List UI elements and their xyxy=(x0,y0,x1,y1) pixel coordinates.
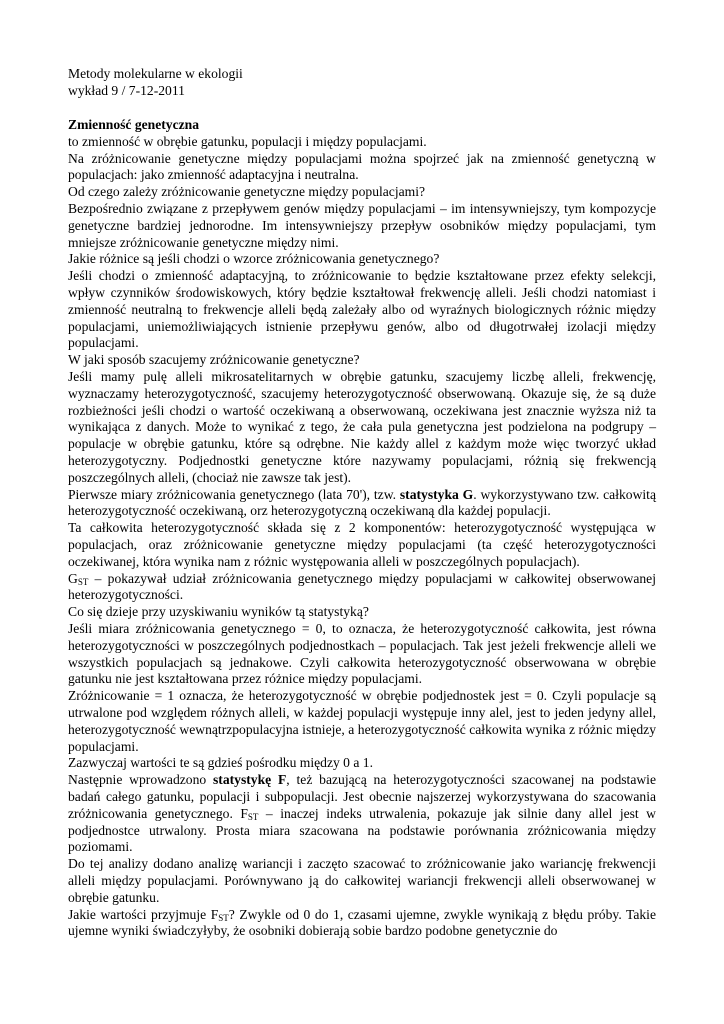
symbol-g: G xyxy=(68,570,78,586)
paragraph-components: Ta całkowita heterozygotyczność składa się z 2 komponentów: heterozygotyczność występująca w populacjach, oraz zróżnicowanie genetyczne między populacjami (ta część heterozygotyczności oczekiwanej, która wynika nam z różnic występowania alleli w poszczególnych populacjach). xyxy=(68,520,656,569)
text-run: – inaczej indeks utrwalenia, pokazuje jak silnie dany allel jest w podjednostce utrwalony. Prosta miara szacowana na podstawie porównania zróżnicowania między poziomami. xyxy=(68,805,657,855)
paragraph-zero: Jeśli miara zróżnicowania genetycznego = 0, to oznacza, że heterozygotyczność całkowita, jest równa heterozygotyczności w poszczególnych podjednostkach – populacjach. Tak jest jeżeli frekwencje alleli we wszystkich populacjach są jednakowe. Czyli całkowita heterozygotyczność obserwowana w obrębie gatunku nie jest kształtowana przez różnice między populacjami. xyxy=(68,621,656,687)
subscript-st: ST xyxy=(218,912,229,923)
paragraph-variance: Do tej analizy dodano analizę wariancji i zaczęto szacować to zróżnicowanie jako wariancję frekwencji alleli między populacjami. Porównywano ją do całkowitej wariancji frekwencji alleli obserwowanej w obrębie gatunku. xyxy=(68,856,656,905)
paragraph-intro: Na zróżnicowanie genetyczne między populacjami można spojrzeć jak na zmienność genetyczną w populacjach: jako zmienność adaptacyjna i neutralna. xyxy=(68,150,656,183)
text-run: . wykorzystywano tzw. całkowitą heterozygotyczność oczekiwaną, orz heterozygotyczną oczekiwaną dla każdej populacji. xyxy=(68,486,656,519)
term-g-statistic: statystyka G xyxy=(399,486,474,502)
subscript-st: ST xyxy=(77,576,89,587)
question-results: Co się dzieje przy uzyskiwaniu wyników tą statystyką? xyxy=(68,604,369,620)
text-run: , też bazującą na heterozygotyczności szacowanej na podstawie badań całego gatunku, populacji i subpopulacji. Jest obecnie najszerzej wykorzystywana do szacowania zróżnicowania genetycznego. F xyxy=(68,772,656,821)
paragraph-fst-values xyxy=(68,907,656,941)
paragraph-one: Zróżnicowanie = 1 oznacza, że heterozygotyczność w obrębie podjednostek jest = 0. Czyli populacje są utrwalone pod względem różnych alleli, w każdej populacji występuje inny alel, jest to jeden jedyny allel, heterozygotyczność wewnątrzpopulacyjna istnieje, a heterozygotyczność całkowita wynika z różnic między populacjami. xyxy=(68,688,656,754)
text-run: ? Zwykle od 0 do 1, czasami ujemne, zwykle wynikają z błędu próby. Takie ujemne wyniki świadczyłyby, że osobniki dobierają sobie bardzo podobne genetycznie do xyxy=(68,906,656,939)
paragraph-f-statistic xyxy=(68,772,656,856)
question-patterns: Jakie różnice są jeśli chodzi o wzorce zróżnicowania genetycznego? xyxy=(68,251,440,267)
question-estimation: W jaki sposób szacujemy zróżnicowanie genetyczne? xyxy=(68,352,360,368)
blank-line xyxy=(68,100,656,118)
paragraph-microsatellites: Jeśli mamy pulę alleli mikrosatelitarnych w obrębie gatunku, szacujemy liczbę alleli, frekwencję, wyznaczamy heterozygotyczność, szacujemy heterozygotyczność obserwowaną. Okazuje się, że są duże rozbieżności jeśli chodzi o wartość oczekiwaną a obserwowaną, oczekiwana jest znacznie wyższa niż ta wynikająca z danych. Może to wynikać z tego, że cała pula genetyczna jest podzielona na podgrupy – populacje w obrębie gatunku, które są odrębne. Nie każdy allel z każdym może więc tworzyć układ heterozygotyczny. Podjednostki genetyczne które nazywamy populacjami, różnią się frekwencją poszczególnych alleli, (chociaż nie zawsze tak jest). xyxy=(68,369,656,485)
term-f-statistic: statystykę F xyxy=(213,772,287,788)
document-page xyxy=(68,66,656,940)
section-heading: Zmienność genetyczna xyxy=(68,117,200,133)
text-run: Następnie wprowadzono xyxy=(68,772,214,788)
lecture-info: wykład 9 / 7-12-2011 xyxy=(68,82,185,98)
subscript-st: ST xyxy=(247,811,259,822)
text-run: Pierwsze miary zróżnicowania genetycznego (lata 70'), tzw. xyxy=(68,486,400,502)
paragraph-adaptive-neutral: Jeśli chodzi o zmienność adaptacyjną, to zróżnicowanie to będzie kształtowane przez efekty selekcji, wpływ czynników środowiskowych, który będzie kształtował frekwencję alleli. Jeśli chodzi natomiast i zmienność neutralną to frekwencje alleli będą zależały albo od wyraźnych biologicznych różnic między populacjami, uniemożliwiających istnienie przepływu genów, albo od długotrwałej izolacji między populacjami. xyxy=(68,268,656,351)
course-title: Metody molekularne w ekologii xyxy=(68,66,243,81)
paragraph-gst xyxy=(68,571,656,605)
paragraph-middle: Zazwyczaj wartości te są gdzieś pośrodku między 0 a 1. xyxy=(68,755,373,771)
paragraph-g-statistic xyxy=(68,487,656,521)
paragraph-gene-flow: Bezpośrednio związane z przepływem genów między populacjami – im intensywniejszy, tym kompozycje genetyczne bardziej jednorodne. Im intensywniejszy przepływ osobników między populacjami, tym mniejsze zróżnicowanie genetyczne między nimi. xyxy=(68,201,656,250)
text-run: Jakie wartości przyjmuje F xyxy=(68,906,219,922)
question-dependence: Od czego zależy zróżnicowanie genetyczne między populacjami? xyxy=(68,184,426,200)
text-run: – pokazywał udział zróżnicowania genetycznego między populacjami w całkowitej obserwowanej heterozygotyczności. xyxy=(68,570,656,603)
paragraph-definition: to zmienność w obrębie gatunku, populacji i między populacjami. xyxy=(68,133,427,149)
